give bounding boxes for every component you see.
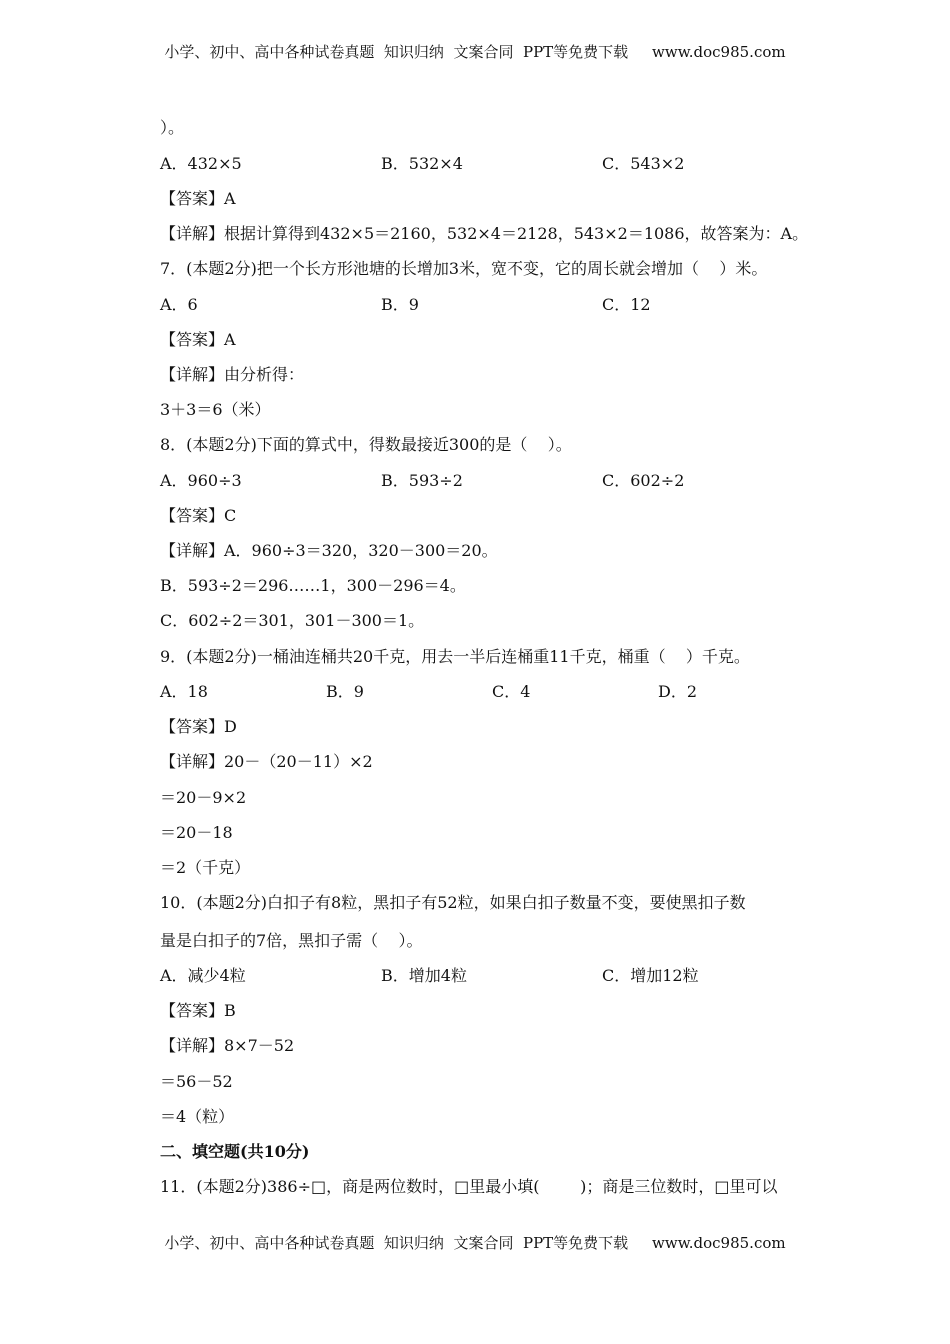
section-title-fill-in: 二、填空题(共10分) (160, 1142, 310, 1161)
q6-option-a: A．432×5 (160, 154, 242, 173)
q8-detail-line-b: B．593÷2＝296……1，300－296＝4。 (160, 576, 466, 595)
q10-step-1: ＝56－52 (160, 1072, 233, 1091)
q8-option-b: B．593÷2 (381, 471, 463, 490)
q8-detail: 【详解】A．960÷3＝320，320－300＝20。 (160, 541, 498, 560)
q10-detail: 【详解】8×7－52 (160, 1036, 295, 1055)
q11-stem: 11．(本题2分)386÷□，商是两位数时，□里最小填( )；商是三位数时，□里可以 (160, 1177, 778, 1196)
q8-detail-line-c: C．602÷2＝301，301－300＝1。 (160, 611, 425, 630)
page-header: 小学、初中、高中各种试卷真题 知识归纳 文案合同 PPT等免费下载 www.doc985.com (164, 43, 786, 61)
q7-stem: 7．(本题2分)把一个长方形池塘的长增加3米，宽不变，它的周长就会增加（ ）米。 (160, 259, 768, 278)
q7-detail: 【详解】由分析得： (160, 365, 305, 384)
q9-option-a: A．18 (160, 682, 208, 701)
q10-answer: 【答案】B (160, 1001, 236, 1020)
q7-option-a: A．6 (160, 295, 198, 314)
q10-step-2: ＝4（粒） (160, 1107, 235, 1126)
q7-calculation: 3＋3＝6（米） (160, 400, 271, 419)
q9-option-d: D．2 (658, 682, 698, 701)
q7-option-b: B．9 (381, 295, 419, 314)
q10-option-b: B．增加4粒 (381, 966, 467, 985)
q10-option-a: A．减少4粒 (160, 966, 246, 985)
q6-stem-continuation: ）。 (160, 118, 185, 137)
q10-option-c: C．增加12粒 (602, 966, 699, 985)
q6-option-c: C．543×2 (602, 154, 685, 173)
q8-answer: 【答案】C (160, 506, 237, 525)
q8-option-a: A．960÷3 (160, 471, 242, 490)
q6-option-b: B．532×4 (381, 154, 463, 173)
q8-stem: 8．(本题2分)下面的算式中，得数最接近300的是（ ）。 (160, 435, 572, 454)
q9-option-c: C．4 (492, 682, 531, 701)
q9-detail: 【详解】20－（20－11）×2 (160, 752, 373, 771)
q6-answer: 【答案】A (160, 189, 236, 208)
q9-step-3: ＝2（千克） (160, 858, 251, 877)
q9-step-1: ＝20－9×2 (160, 788, 247, 807)
page-footer: 小学、初中、高中各种试卷真题 知识归纳 文案合同 PPT等免费下载 www.doc985.com (164, 1234, 786, 1252)
q10-stem-line-1: 10．(本题2分)白扣子有8粒，黑扣子有52粒，如果白扣子数量不变，要使黑扣子数 (160, 893, 746, 912)
q9-step-2: ＝20－18 (160, 823, 233, 842)
q9-option-b: B．9 (326, 682, 364, 701)
q6-detail: 【详解】根据计算得到432×5＝2160，532×4＝2128，543×2＝1086，故答案为：A。 (160, 224, 809, 243)
q7-answer: 【答案】A (160, 330, 236, 349)
q9-stem: 9．(本题2分)一桶油连桶共20千克，用去一半后连桶重11千克，桶重（ ）千克。 (160, 647, 750, 666)
q8-option-c: C．602÷2 (602, 471, 685, 490)
q10-stem-line-2: 量是白扣子的7倍，黑扣子需（ ）。 (160, 931, 423, 950)
q9-answer: 【答案】D (160, 717, 237, 736)
q7-option-c: C．12 (602, 295, 651, 314)
